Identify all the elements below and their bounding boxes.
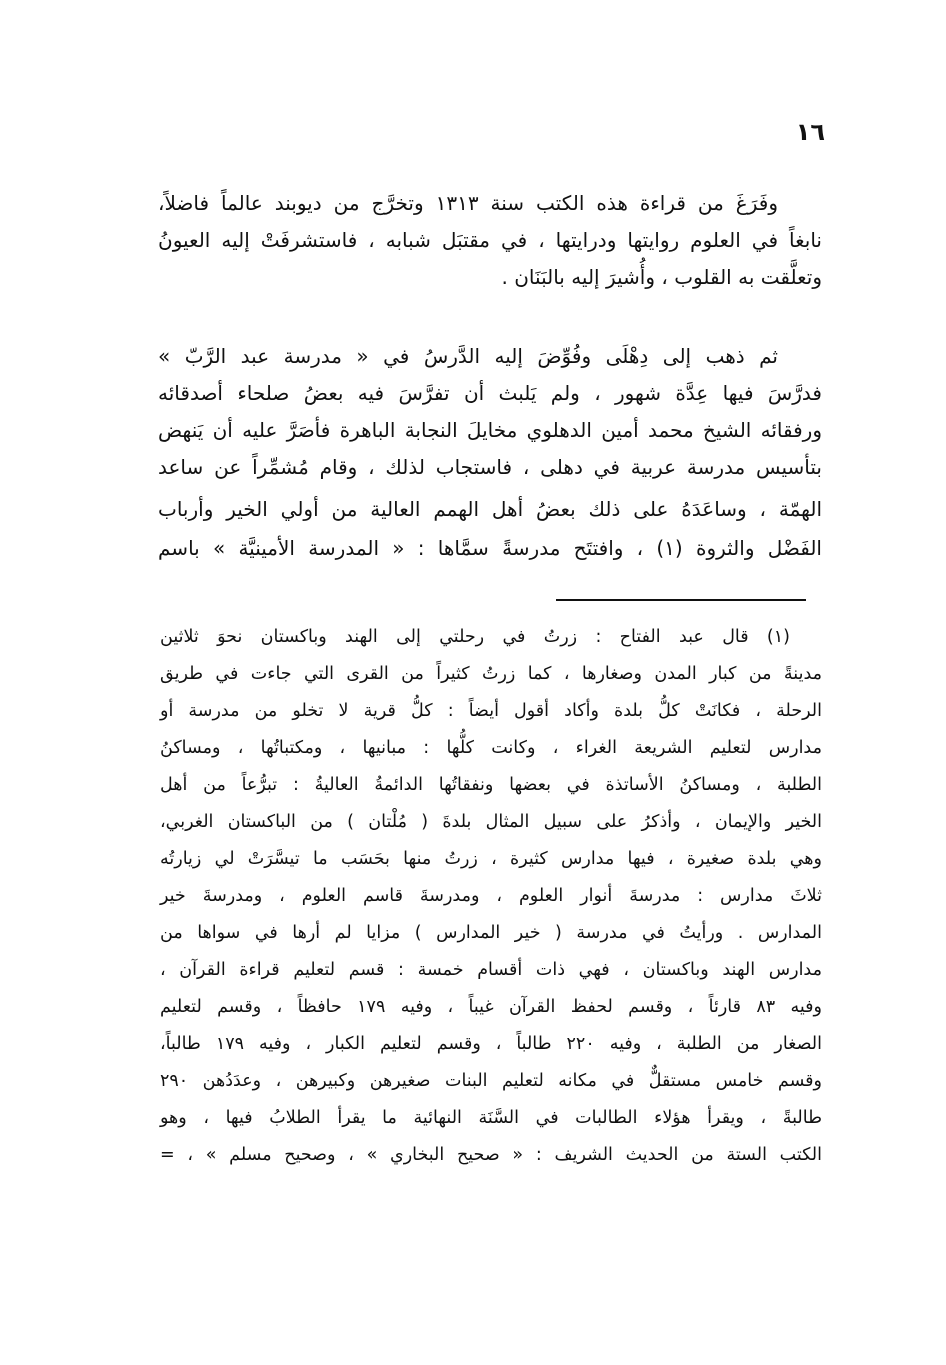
- footnote-line: الرحلة ، فكانَتْ كلُّ بلدة وأكاد أقول أيضاً : كلُّ قرية لا تخلو من مدرسة أو: [160, 701, 822, 721]
- footnote-line: وقسم خامس مستقلٌّ في مكانه لتعليم البنات صغيرهن وكبيرهن ، وعدَدُهن ٢٩٠: [160, 1071, 822, 1091]
- footnote-line: مدينةً من كبار المدن وصغارها ، كما زرتُ كثيراً من القرى التي جاءت في طريق: [160, 664, 822, 684]
- text-line: ثم ذهب إلى دِهْلَى وفُوِّضَ إليه الدَّرسُ في « مدرسة عبد الرَّبّ »: [158, 344, 778, 368]
- footnote-line: مدارس لتعليم الشريعة الغراء ، وكانت كلُّها : مبانيها ، ومكتباتُها ، ومساكنُ: [160, 738, 822, 758]
- footnote-separator: [556, 599, 806, 601]
- text-line: بتأسيس مدرسة عربية في دهلى ، فاستجاب لذلك ، وقام مُشمِّراً عن ساعد: [158, 455, 822, 479]
- footnote-line: الطلبة ، ومساكنُ الأساتذة في بعضها ونفقاتُها الدائمةُ العاليةُ : تبرُّعاً من أهل: [160, 775, 822, 795]
- footnote-line: طالبةً ، ويقرأ هؤلاء الطالبات في السَّنَة النهائية ما يقرأ الطلابُ فيها ، وهو: [160, 1108, 822, 1128]
- footnote-line: (١) قال عبد الفتاح : زرتُ في رحلتي إلى الهند وباكستان نحوَ ثلاثين: [160, 627, 790, 647]
- text-line: ورفقائه الشيخ محمد أمين الدهلوي مخايلَ النجابة الباهرة فأصَرَّ عليه أن يَنهض: [158, 418, 822, 442]
- footnote-line: وفيه ٨٣ قارئاً ، وقسم لحفظ القرآن غيباً ، وفيه ١٧٩ حافظاً ، وقسم لتعليم: [160, 997, 822, 1017]
- text-line: فدرَّسَ فيها عِدَّة شهور ، ولم يَلبث أن تفرَّسَ فيه بعضُ صلحاء أصدقائه: [158, 381, 822, 405]
- text-line: الفَضْل والثروة (١) ، وافتتَح مدرسةً سمَّاها : « المدرسة الأمينيَّة » باسم: [158, 536, 822, 560]
- page-number: ١٦: [795, 118, 825, 146]
- text-line: الهمّة ، وساعَدَهُ على ذلك بعضُ أهل الهمم العالية من أولي الخير وأرباب: [158, 497, 822, 521]
- footnote-line: وهي بلدة صغيرة ، فيها مدارس كثيرة ، زرتُ منها بحَسَب ما تيسَّرَتْ لي زيارتُه: [160, 849, 822, 869]
- footnote-line: المدارس . ورأيتُ في مدرسة ( خير المدارس ) مزايا لم أرها في سواها من: [160, 923, 822, 943]
- text-line: وفَرَغَ من قراءة هذه الكتب سنة ١٣١٣ وتخرَّج من ديوبند عالماً فاضلاً،: [158, 191, 778, 215]
- footnote-line: ثلاثَ مدارس : مدرسةَ أنوار العلوم ، ومدرسةَ قاسم العلوم ، ومدرسةَ خير: [160, 886, 822, 906]
- text-line: نابغاً في العلوم روايتها ودرايتها ، في مقتبَل شبابه ، فاستشرفَتْ إليه العيونُ: [158, 228, 822, 252]
- footnote-line: الصغار من الطلبة ، وفيه ٢٢٠ طالباً ، وقسم لتعليم الكبار ، وفيه ١٧٩ طالباً،: [160, 1034, 822, 1054]
- footnote-line: مدارس الهند وباكستان ، فهي ذات أقسام خمسة : قسم لتعليم قراءة القرآن ،: [160, 960, 822, 980]
- footnote-line: الكتب الستة من الحديث الشريف : « صحيح البخاري » ، وصحيح مسلم » ، =: [160, 1145, 822, 1165]
- text-line: وتعلَّقت به القلوب ، وأُشيرَ إليه بالبَنَان .: [501, 265, 822, 289]
- footnote-line: الخير والإيمان ، وأذكرُ على سبيل المثال بلدةَ ( مُلْتان ) من الباكستان الغربي،: [160, 812, 822, 832]
